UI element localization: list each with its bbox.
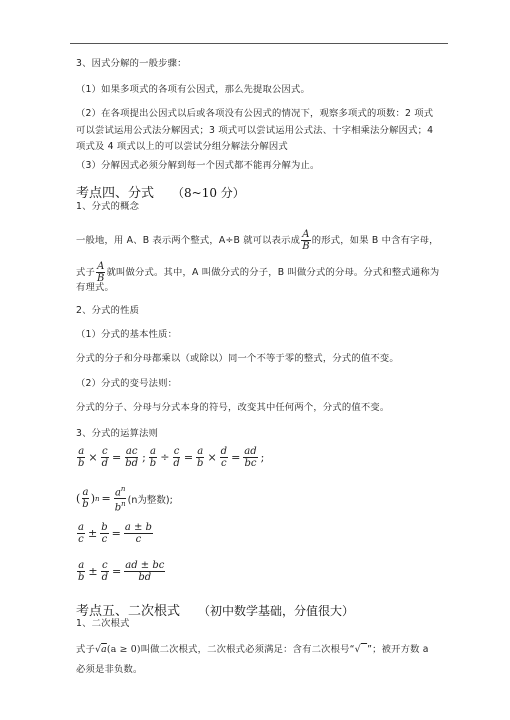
- sign-rule-text: 分式的分子、分母与分式本身的符号，改变其中任何两个，分式的值不变。: [76, 402, 390, 413]
- section-heading-4: [76, 182, 245, 201]
- formula-power: ( $\frac{a}{b}$ ) n = $\frac{a^n}{b^n}$ (n为整数);: [76, 485, 173, 514]
- step-1: （1）如果多项式的各项有公因式，那么先提取公因式。: [76, 84, 311, 95]
- formula-different-denominator: $\frac{a}{b}$ ± $\frac{c}{d}$ = $\frac{ad \pm bc}{bd}$: [78, 560, 165, 583]
- formula-multiply-divide: $\frac{a}{b}$ × $\frac{c}{d}$ = $\frac{ac}{bd}$ ; $\frac{a}{b}$ ÷ $\frac{c}{d}$ = $\frac{a}{b}$ × $\frac{d}{c}$ = $\frac{ad}{bc}$ ;: [78, 446, 265, 469]
- section-heading-5: [76, 600, 354, 619]
- radical-text-1c: ”；被开方数 a: [367, 644, 429, 655]
- sqrt-a-expression: √a(a ≥ 0): [95, 644, 141, 655]
- definition-text-2a: 式子: [76, 266, 95, 278]
- radical-line-1: [76, 644, 429, 656]
- definition-line-3: 有理式。: [76, 282, 114, 293]
- radical-text-1a: 式子: [76, 644, 95, 655]
- formula-same-denominator: $\frac{a}{c}$ ± $\frac{b}{c}$ = $\frac{a \pm b}{c}$: [78, 522, 152, 545]
- step-3: （3）分解因式必须分解到每一个因式都不能再分解为止。: [76, 160, 320, 171]
- definition-text-2b: 就叫做分式。其中，A 叫做分式的分子，B 叫做分式的分母。分式和整式通称为: [106, 266, 440, 278]
- radical-text-1b: 叫做二次根式，二次根式必须满足：含有二次根号“: [140, 644, 355, 655]
- subheading-concept: 1、分式的概念: [76, 201, 140, 212]
- subheading-operations: 3、分式的运算法则: [76, 428, 159, 439]
- definition-line-1: [76, 229, 439, 252]
- basic-property-label: （1）分式的基本性质：: [76, 329, 178, 340]
- section-points-4: （8~10 分）: [172, 186, 245, 200]
- step-2-line-3: 项式及 4 项式以上的可以尝试分组分解法分解因式: [76, 141, 288, 152]
- definition-text-1b: 的形式，如果 B 中含有字母，: [311, 234, 439, 246]
- sign-rule-label: （2）分式的变号法则：: [76, 378, 178, 389]
- header-rule: [70, 43, 448, 44]
- step-heading: 3、因式分解的一般步骤：: [76, 58, 187, 69]
- definition-text-1a: 一般地，用 A、B 表示两个整式，A÷B 就可以表示成: [76, 234, 301, 246]
- basic-property-text: 分式的分子和分母都乘以（或除以）同一个不等于零的整式，分式的值不变。: [76, 353, 399, 364]
- fraction-A-over-B-2: $\frac{A}{B}$: [97, 261, 105, 284]
- section-title-5: 考点五、二次根式: [76, 604, 181, 619]
- step-2-line-2: 可以尝试运用公式法分解因式；3 项式可以尝试运用公式法、十字相乘法分解因式；4: [76, 125, 434, 136]
- subheading-property: 2、分式的性质: [76, 305, 140, 316]
- definition-line-2: [76, 261, 439, 284]
- subheading-radical: 1、二次根式: [76, 618, 130, 629]
- section-title-4: 考点四、分式: [76, 186, 155, 201]
- sqrt-symbol: √: [354, 644, 361, 655]
- radical-line-2: 必须是非负数。: [76, 664, 143, 675]
- step-2-line-1: （2）在各项提出公因式以后或各项没有公因式的情况下，观察多项式的项数：2 项式: [76, 108, 434, 119]
- section-points-5: （初中数学基础，分值很大）: [198, 604, 355, 618]
- fraction-A-over-B: $\frac{A}{B}$: [302, 229, 310, 252]
